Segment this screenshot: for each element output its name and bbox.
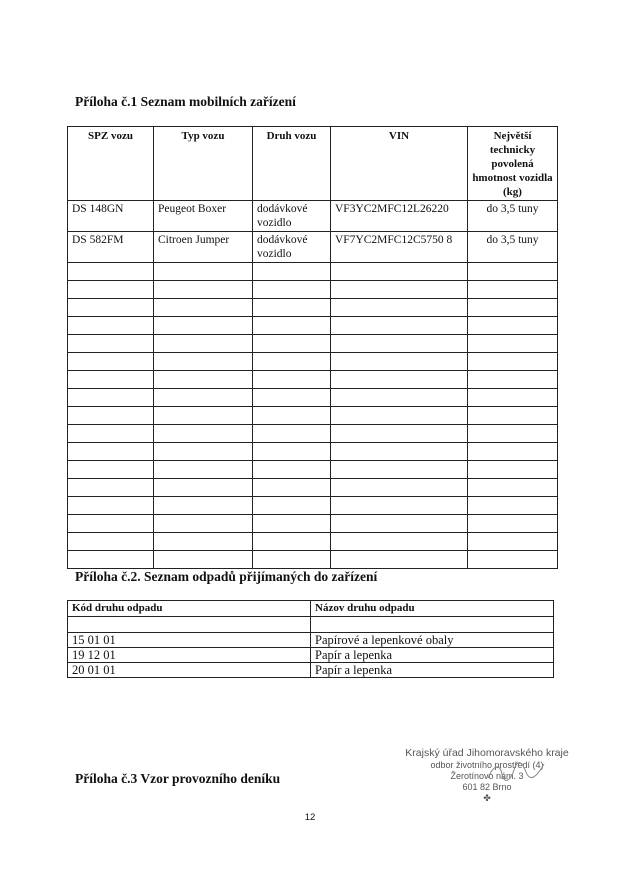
empty-cell (468, 515, 558, 533)
table-row (68, 648, 554, 663)
table-row-empty (68, 371, 558, 389)
empty-cell (154, 407, 253, 425)
empty-cell (468, 551, 558, 569)
empty-cell (68, 425, 154, 443)
empty-cell (154, 425, 253, 443)
column-header-spz: SPZ vozu (68, 127, 154, 201)
cell-code: 20 01 01 (68, 663, 311, 678)
table-row-empty (68, 461, 558, 479)
table-row-empty (68, 389, 558, 407)
empty-cell (154, 263, 253, 281)
table-row-empty (68, 281, 558, 299)
stamp-street: Žerotínovo nám. 3 (450, 771, 524, 781)
empty-cell (331, 281, 468, 299)
empty-cell (331, 461, 468, 479)
empty-cell (331, 551, 468, 569)
empty-cell (154, 515, 253, 533)
empty-cell (253, 317, 331, 335)
column-header-weight: Největší technicky povolená hmotnost vozidla (kg) (468, 127, 558, 201)
empty-cell (154, 299, 253, 317)
table-row-empty (68, 353, 558, 371)
empty-cell (253, 443, 331, 461)
empty-cell (331, 335, 468, 353)
stamp-department: odbor životního prostředí (4) (430, 760, 544, 770)
table-row-empty (68, 497, 558, 515)
empty-cell (253, 263, 331, 281)
empty-cell (253, 551, 331, 569)
cell-weight: do 3,5 tuny (468, 232, 558, 263)
empty-cell (331, 263, 468, 281)
empty-cell (68, 461, 154, 479)
empty-cell (468, 281, 558, 299)
table-row (68, 232, 558, 263)
empty-cell (468, 263, 558, 281)
empty-cell (154, 281, 253, 299)
empty-cell (68, 299, 154, 317)
empty-cell (468, 425, 558, 443)
empty-cell (253, 353, 331, 371)
empty-cell (154, 443, 253, 461)
empty-cell (253, 389, 331, 407)
empty-cell (154, 389, 253, 407)
empty-cell (68, 281, 154, 299)
empty-cell (68, 515, 154, 533)
cell-type: Citroen Jumper (154, 232, 253, 263)
empty-cell (331, 425, 468, 443)
empty-cell (253, 497, 331, 515)
table-row-empty (68, 407, 558, 425)
empty-cell (154, 533, 253, 551)
empty-cell (468, 389, 558, 407)
empty-cell (468, 317, 558, 335)
empty-cell (253, 299, 331, 317)
empty-cell (468, 461, 558, 479)
mobile-devices-table (67, 126, 558, 569)
empty-cell (331, 533, 468, 551)
empty-cell (68, 479, 154, 497)
empty-cell (68, 533, 154, 551)
empty-cell (468, 533, 558, 551)
table-row-empty (68, 551, 558, 569)
empty-cell (154, 317, 253, 335)
cell-name: Papír a lepenka (311, 648, 554, 663)
empty-cell (468, 407, 558, 425)
empty-cell (331, 515, 468, 533)
empty-cell (154, 371, 253, 389)
cell-weight: do 3,5 tuny (468, 201, 558, 232)
cell-name: Papírové a lepenkové obaly (311, 633, 554, 648)
empty-cell (68, 443, 154, 461)
table-row-empty (68, 299, 558, 317)
empty-cell (331, 299, 468, 317)
column-header-vin: VIN (331, 127, 468, 201)
empty-cell (468, 299, 558, 317)
table-header-row (68, 601, 554, 617)
column-header-type: Typ vozu (154, 127, 253, 201)
empty-cell (253, 371, 331, 389)
cell-vin: VF7YC2MFC12C5750 8 (331, 232, 468, 263)
empty-cell (68, 497, 154, 515)
column-header-code: Kód druhu odpadu (68, 601, 311, 617)
cell-vin: VF3YC2MFC12L26220 (331, 201, 468, 232)
cell-code: 15 01 01 (68, 633, 311, 648)
column-header-name: Názov druhu odpadu (311, 601, 554, 617)
cell-spz: DS 582FM (68, 232, 154, 263)
table-row-empty (68, 533, 558, 551)
table-row-empty (68, 479, 558, 497)
table-row-empty (68, 263, 558, 281)
annex2-heading: Příloha č.2. Seznam odpadů přijímaných do zařízení (75, 569, 378, 584)
empty-cell (154, 551, 253, 569)
empty-cell (468, 335, 558, 353)
empty-cell (154, 461, 253, 479)
empty-cell (253, 407, 331, 425)
empty-cell (253, 461, 331, 479)
table-row-empty (68, 617, 554, 633)
cell-code: 19 12 01 (68, 648, 311, 663)
empty-cell (331, 389, 468, 407)
empty-cell (331, 317, 468, 335)
stamp-office-name: Krajský úřad Jihomoravského kraje (405, 747, 569, 759)
cell-name: Papír a lepenka (311, 663, 554, 678)
table-row-empty (68, 443, 558, 461)
table-row-empty (68, 317, 558, 335)
table-row (68, 663, 554, 678)
waste-table (67, 600, 554, 678)
cell-type: Peugeot Boxer (154, 201, 253, 232)
empty-cell (253, 479, 331, 497)
cell-kind: dodávkové vozidlo (253, 201, 331, 232)
empty-cell (253, 335, 331, 353)
stamp-emblem-icon: ✤ (483, 793, 491, 803)
handwritten-signature (486, 760, 546, 784)
empty-cell (68, 335, 154, 353)
page-number: 12 (304, 812, 316, 823)
empty-cell (68, 263, 154, 281)
empty-cell (253, 533, 331, 551)
empty-cell (468, 371, 558, 389)
empty-cell (68, 407, 154, 425)
column-header-kind: Druh vozu (253, 127, 331, 201)
empty-cell (68, 551, 154, 569)
table-row-empty (68, 335, 558, 353)
empty-cell (68, 389, 154, 407)
table-row (68, 633, 554, 648)
empty-cell (68, 317, 154, 335)
empty-cell (331, 443, 468, 461)
empty-cell (68, 353, 154, 371)
empty-cell (468, 443, 558, 461)
empty-cell (468, 479, 558, 497)
empty-cell (154, 353, 253, 371)
empty-cell (331, 353, 468, 371)
empty-cell (253, 515, 331, 533)
empty-cell (154, 497, 253, 515)
empty-cell (154, 479, 253, 497)
table-row-empty (68, 425, 558, 443)
table-row (68, 201, 558, 232)
empty-cell (468, 497, 558, 515)
empty-cell (331, 479, 468, 497)
empty-cell (331, 497, 468, 515)
table-header-row (68, 127, 558, 201)
cell-kind: dodávkové vozidlo (253, 232, 331, 263)
empty-cell (253, 281, 331, 299)
empty-cell (331, 371, 468, 389)
table-row-empty (68, 515, 558, 533)
stamp-city: 601 82 Brno (462, 782, 512, 792)
annex1-heading: Příloha č.1 Seznam mobilních zařízení (75, 94, 296, 109)
empty-cell (154, 335, 253, 353)
empty-cell (331, 407, 468, 425)
empty-cell (253, 425, 331, 443)
annex3-heading: Příloha č.3 Vzor provozního deníku (75, 771, 281, 786)
empty-cell (68, 371, 154, 389)
empty-cell (468, 353, 558, 371)
cell-spz: DS 148GN (68, 201, 154, 232)
